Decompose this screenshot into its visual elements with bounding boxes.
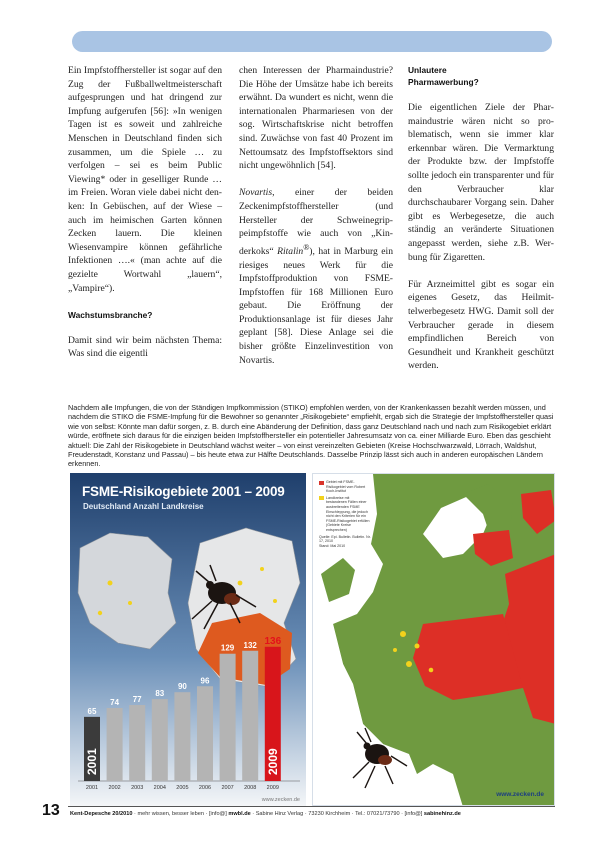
paragraph: Ein Impfstoffhersteller ist sogar auf den Zug der Fußballweltmeisterschaft aufgesprungen und hat dringend zur Impfung aufgerufen [56]: »In wenigen Tagen ist es soweit und zahlreiche Menschen in Deutschland finden sich zusammen, um die Spiele … zu verfolgen – sei es beim Public Viewing* oder in geselliger Runde … im Freien. Woran viele dabei nicht denken: In Gebüschen, auf der Wiese – auch im heimischen Garten können Zecken lauern. Die kleinen Wiesenvampire können gefährliche Infektionen ….« (man achte auf die gezielte Wortwahl „lauern“, „Vampire“).: [68, 65, 222, 294]
bar-2008: [242, 651, 258, 781]
text-column-2: [239, 64, 393, 381]
text-column-1: [68, 64, 222, 374]
bar-2005: [174, 692, 190, 781]
europe-risk-map: [312, 473, 555, 806]
bar-2007: [220, 654, 236, 781]
bar-value-label: 77: [132, 695, 142, 705]
section-heading: Wachstumsbranche?: [68, 309, 153, 320]
page-number: 13: [42, 802, 60, 819]
british-isles: [321, 558, 355, 602]
legend-item: Gebiet mit FSME-Risikogebiet vom Robert Koch-Institut: [319, 480, 371, 494]
x-tick-label: 2007: [221, 785, 234, 791]
text-column-3: [408, 64, 554, 386]
paragraph: chen Interessen der Pharmaindustrie? Die Höhe der Umsätze habe ich bereits erwähnt. Da wundert es nicht, wenn die internationalen Pharmariesen von der sog. Wirtschaftskrise nicht betroffen sind. Zuwächse von fast 40 Prozent im Nettoumsatz des Impfstoffsektors sind nicht ungewöhnlich [54].: [239, 65, 393, 172]
paragraph: Die eigentlichen Ziele der Pharmaindustrie wären nicht so problematisch, wenn sie immer klar erkennbar wären. Die Vermarktung der Produkte bzw. der Impfstoffe sollte jedoch ein transparenter und für den Verbraucher klar durchschaubarer Vorgang sein. Daher gibt es Werbegesetze, die auch ständig an veränderte Situationen angepasst werden, siehe z.B. Werbung für Zigaretten.: [408, 102, 554, 263]
map-url: www.zecken.de: [496, 791, 544, 798]
x-tick-label: 2003: [131, 785, 144, 791]
section-heading: Unlautere Pharmawerbung?: [408, 65, 479, 87]
bar-2003: [129, 705, 145, 781]
bar-2006: [197, 686, 213, 781]
bar-2004: [152, 699, 168, 781]
bar-value-label: 136: [264, 635, 282, 647]
paragraph: Damit sind wir beim nächsten Thema: Was sind die eigentli: [68, 334, 222, 360]
legend-swatch-red: [319, 481, 324, 485]
legend-swatch-yellow: [319, 496, 324, 500]
chart-title: FSME-Risikogebiete 2001 – 2009: [82, 484, 285, 499]
figure-caption: Nachdem alle Impfungen, die von der Ständigen Impfkommission (STIKO) empfohlen werden, von der Krankenkassen bezahlt werden müssen, und nachdem die STIKO die FSME-Impfung für die Bewohner so genannter „Risikogebiete“ empfiehlt, ergab sich die Strategie der Impfstoffhersteller quasi wie von selbst: Könnte man dafür sorgen, z. B. durch eine Abänderung der Definition, dass ganz Deutschland nach und nach zum Risikogebiet erklärt würde, eröffnete sich daraus für die einzigen beiden Impfstoffhersteller ein potentieller Jahresumsatz von ca. einer Milliarde Euro. Eben das geschieht aktuell: Die Zahl der Risikogebiete in Deutschland wächst weiter – von einst vereinzelten Gebieten (Kreise Hochschwarzwald, Lörrach, Waldshut, Freudenstadt, Konstanz und Passau) – bis heute etwa zur Hälfte Deutschlands. Dasselbe Prinzip lässt sich auch in anderen europäischen Ländern erkennen.: [68, 403, 554, 469]
map-source: Quelle: Epi. Bulletin. Bulletin. Nr. 17, 2010: [319, 534, 371, 544]
bar-value-label: 83: [155, 689, 165, 699]
paragraph: Für Arzneimittel gibt es sogar ein eigenes Gesetz, das Heilmittelwerbegesetz HWG. Damit soll der Verbraucher gerade in diesem empfindlichen Bereich von Gesundheit und Krankheit geschützt werden.: [408, 278, 554, 372]
bar-value-label: 74: [110, 697, 120, 707]
page-footer: Kent-Depesche 20/2010 · mehr wissen, besser leben · [info@] mwbl.de · Sabine Hinz Verlag · 73230 Kirchheim · Tel.: 07021/73790 · [info@] sabinehinz.de: [70, 811, 461, 817]
bar-value-label: 65: [87, 706, 97, 716]
bar-value-label: 96: [200, 676, 210, 686]
x-tick-label: 2001: [85, 785, 99, 791]
chart-subtitle: Deutschland Anzahl Landkreise: [83, 502, 204, 511]
drug-name: Ritalin: [277, 245, 304, 257]
map-legend: [319, 480, 371, 548]
x-tick-label: 2004: [153, 785, 166, 791]
paragraph: Novartis, einer der beiden Zeckenimpfstoffhersteller (und Hersteller der Schweinegrippeimpfstoffe wie auch von „Kinderkoks“ Ritalin®), hat in Marburg ein riesiges neues Werk für die Impfstoffproduktion von FSME-Impfstoffen für 168 Millionen Euro gebaut. Die Eröffnung der Produktionsanlage ist für dieses Jahr geplant [58]. Diese Anlage sei die bisher größte Einzelinvestition von Novartis.: [239, 187, 393, 366]
bar-value-label: 129: [220, 643, 235, 653]
legend-item: Landkreise mit bestandenen Fällen einer ausbreitenden FSME Einschleppung, die jedoch nicht den Kriterien für ein FSME-Risikogebiet erfüllen (Gebiete Kreise entsprechen): [319, 496, 371, 533]
x-tick-label: 2009: [266, 785, 279, 791]
x-tick-label: 2005: [176, 785, 189, 791]
bar-2002: [107, 708, 123, 781]
bar-year-label: 2009: [265, 748, 280, 775]
bar-value-label: 132: [243, 640, 257, 650]
map-stand: Stand: Mai 2010: [319, 543, 346, 548]
x-tick-label: 2002: [108, 785, 121, 791]
chart-credit: www.zecken.de: [261, 797, 300, 803]
header-banner: [72, 31, 552, 52]
company-name: Novartis: [239, 187, 273, 199]
footer-divider: [68, 806, 555, 807]
chart-svg: [70, 473, 306, 806]
bar-value-label: 90: [177, 682, 187, 692]
x-tick-label: 2008: [244, 785, 257, 791]
fsme-bar-chart: [70, 473, 306, 806]
x-tick-label: 2006: [198, 785, 212, 791]
bar-year-label: 2001: [85, 748, 99, 775]
